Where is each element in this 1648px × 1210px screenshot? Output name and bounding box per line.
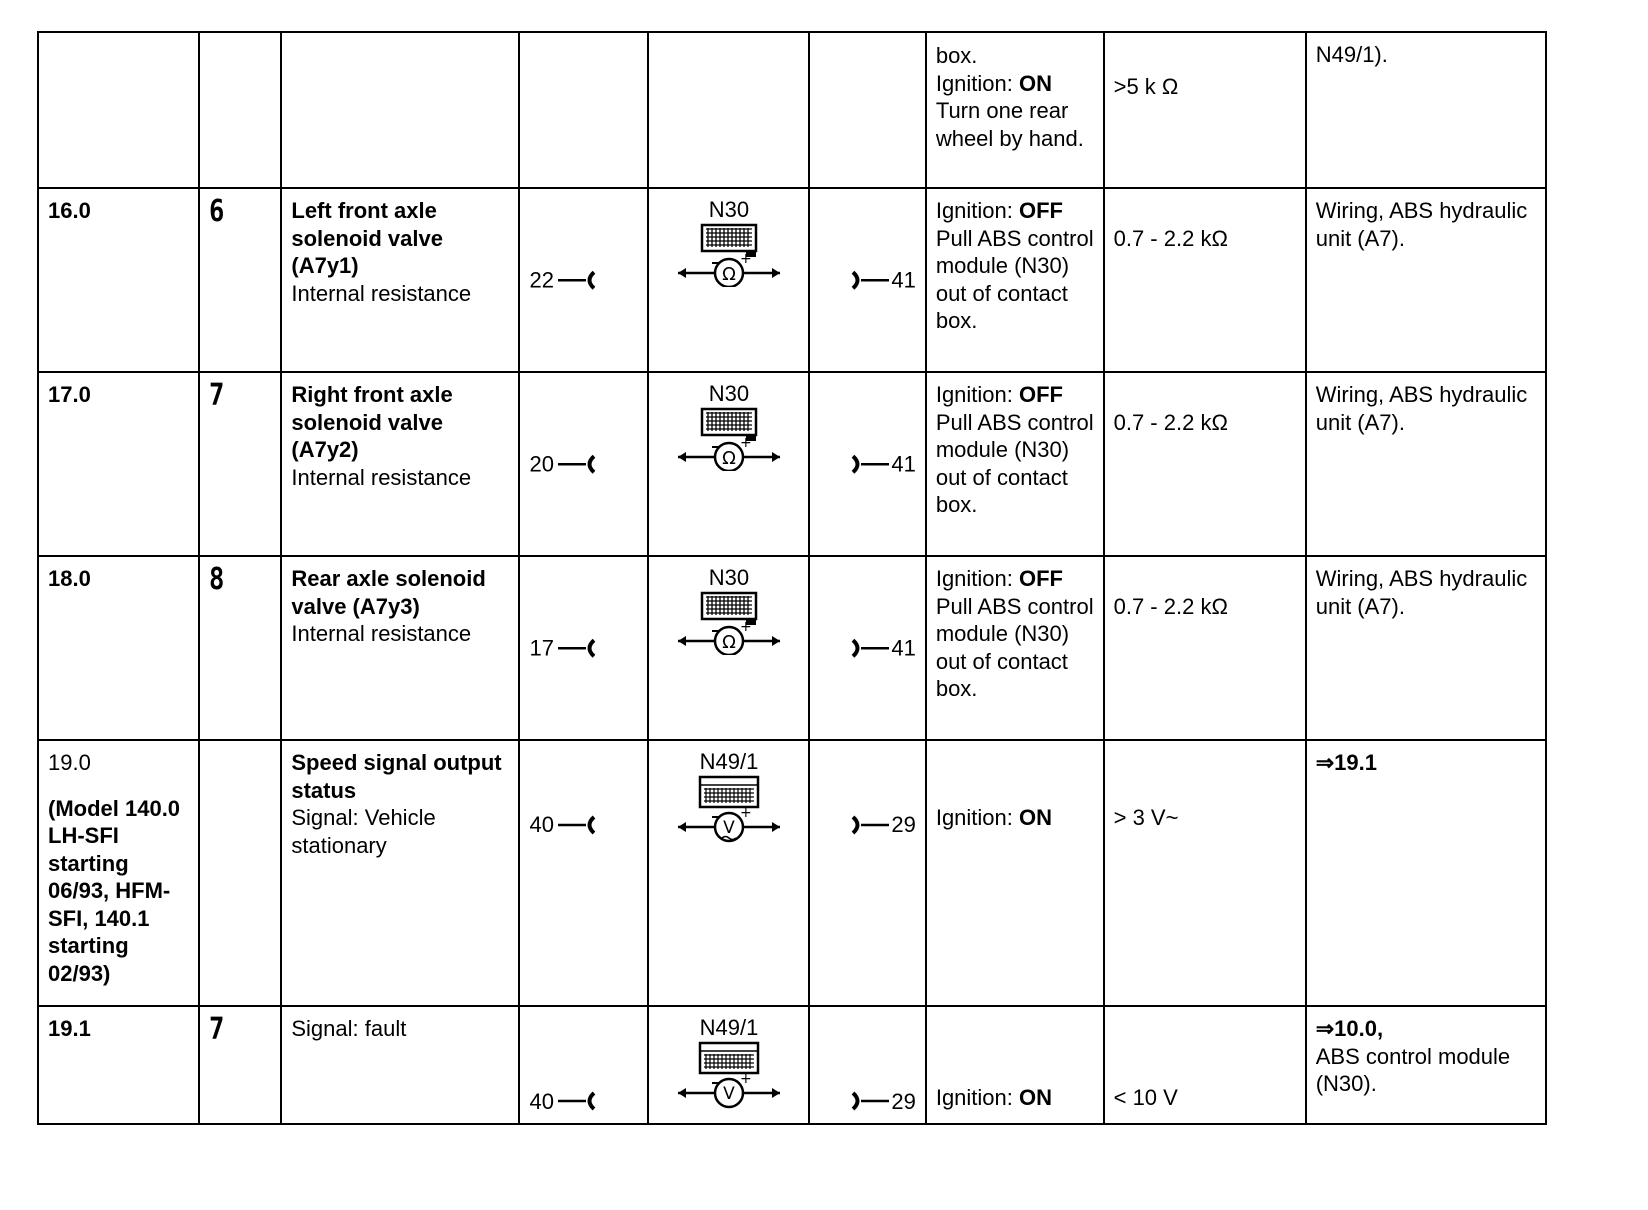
test-title: Speed signal output status	[291, 750, 502, 803]
pin-right-cell	[809, 1006, 925, 1124]
table-row	[38, 1006, 1546, 1124]
nominal-value: >5 k Ω	[1104, 32, 1306, 188]
pin-number: 40	[529, 1088, 554, 1114]
voltmeter-icon	[674, 775, 784, 845]
svg-text:V: V	[723, 818, 735, 838]
meter-cell	[648, 556, 810, 740]
nominal-value: 0.7 - 2.2 kΩ	[1104, 188, 1306, 372]
ohmmeter-icon	[674, 407, 784, 471]
meter-cell	[648, 188, 810, 372]
table-row	[38, 556, 1546, 740]
step-number: 19.1	[38, 1006, 199, 1124]
step-number: 19.0 (Model 140.0 LH-SFI starting 06/93, HFM-SFI, 140.1 starting 02/93)	[38, 740, 199, 1006]
pin-number: 41	[891, 635, 916, 661]
plug-right-icon	[849, 452, 891, 476]
blink-code: 6	[199, 188, 282, 372]
meter-cell	[648, 32, 810, 188]
nominal-value: > 3 V~	[1104, 740, 1306, 1006]
svg-text:V: V	[723, 1084, 735, 1104]
code-cell	[199, 32, 282, 188]
remedy-cell: ⇒10.0, ABS control module (N30).	[1306, 1006, 1546, 1124]
pin-number: 29	[891, 812, 916, 837]
plug-right-icon	[849, 268, 891, 292]
condition-cell: Ignition: OFF Pull ABS control module (N30) out of contact box.	[926, 372, 1104, 556]
test-desc: Internal resistance	[291, 464, 472, 490]
pin-left-cell	[519, 188, 647, 372]
pin-number: 17	[529, 635, 554, 661]
test-title: Right front axle solenoid valve (A7y2)	[291, 382, 453, 462]
condition-cell	[926, 32, 1104, 188]
test-cell	[281, 1006, 519, 1124]
remedy-cell: Wiring, ABS hydraulic unit (A7).	[1306, 556, 1546, 740]
pin-left-cell	[519, 556, 647, 740]
test-desc: Signal: fault	[291, 1016, 407, 1041]
meter-label: N49/1	[699, 1015, 759, 1040]
condition-cell: Ignition: ON	[926, 1006, 1104, 1124]
voltmeter-icon	[674, 1041, 784, 1111]
remedy-cell: Wiring, ABS hydraulic unit (A7).	[1306, 188, 1546, 372]
pin-left-cell	[519, 32, 647, 188]
blink-code	[199, 740, 282, 1006]
blink-code: 8	[199, 556, 282, 740]
table-row	[38, 32, 1546, 188]
svg-text:Ω: Ω	[722, 264, 736, 285]
pin-number: 20	[529, 451, 554, 477]
step-number: 16.0	[38, 188, 199, 372]
table-row	[38, 372, 1546, 556]
pin-number: 41	[891, 451, 916, 477]
condition-line: Turn one rear wheel by hand.	[935, 98, 1084, 151]
meter-label: N30	[708, 565, 750, 590]
meter-label: N30	[708, 197, 750, 222]
meter-label: N30	[708, 381, 750, 406]
svg-text:+: +	[739, 619, 752, 635]
socket-left-icon	[554, 268, 598, 292]
blink-code: 7	[199, 1006, 282, 1124]
ignition-state: ON	[1019, 70, 1052, 96]
svg-text:Ω: Ω	[722, 632, 736, 653]
ignition-label: Ignition:	[935, 70, 1019, 96]
plug-right-icon	[849, 813, 891, 837]
pin-right-cell	[809, 372, 925, 556]
step-number: 18.0	[38, 556, 199, 740]
test-title: Rear axle solenoid valve (A7y3)	[291, 566, 486, 619]
test-cell	[281, 372, 519, 556]
step-note: (Model 140.0 LH-SFI starting 06/93, HFM-SFI, 140.1 starting 02/93)	[48, 795, 181, 986]
ohmmeter-icon	[674, 223, 784, 287]
svg-text:+: +	[739, 251, 752, 267]
pin-right-cell	[809, 740, 925, 1006]
pin-right-cell	[809, 188, 925, 372]
test-desc: Signal: Vehicle stationary	[291, 805, 436, 858]
test-desc: Internal resistance	[291, 280, 472, 306]
remedy-cell: ⇒19.1	[1306, 740, 1546, 1006]
condition-line	[936, 70, 1095, 98]
condition-line: box.	[935, 43, 978, 68]
pin-number: 41	[891, 267, 916, 293]
blink-code: 7	[199, 372, 282, 556]
pin-left-cell	[519, 372, 647, 556]
test-desc: Internal resistance	[291, 621, 472, 646]
remedy-cell: Wiring, ABS hydraulic unit (A7).	[1306, 372, 1546, 556]
table-row	[38, 740, 1546, 1006]
condition-cell: Ignition: ON	[926, 740, 1104, 1006]
svg-text:+: +	[739, 1071, 752, 1087]
nominal-value: 0.7 - 2.2 kΩ	[1104, 556, 1306, 740]
meter-cell	[648, 740, 810, 1006]
test-title: Left front axle solenoid valve (A7y1)	[291, 198, 443, 278]
step-cell	[38, 32, 199, 188]
pin-number: 40	[529, 812, 554, 837]
pin-left-cell	[519, 1006, 647, 1124]
plug-right-icon	[849, 636, 891, 660]
socket-left-icon	[554, 1089, 598, 1113]
ohmmeter-icon	[674, 591, 784, 655]
meter-cell	[648, 372, 810, 556]
nominal-value: < 10 V	[1104, 1006, 1306, 1124]
condition-cell: Ignition: OFF Pull ABS control module (N30) out of contact box.	[926, 188, 1104, 372]
test-cell	[281, 556, 519, 740]
step-number: 17.0	[38, 372, 199, 556]
plug-right-icon	[849, 1089, 891, 1113]
nominal-value: 0.7 - 2.2 kΩ	[1104, 372, 1306, 556]
socket-left-icon	[554, 813, 598, 837]
meter-label: N49/1	[699, 749, 759, 774]
test-cell	[281, 188, 519, 372]
remedy-cell: N49/1).	[1306, 32, 1546, 188]
pin-left-cell	[519, 740, 647, 1006]
svg-text:+: +	[739, 435, 752, 451]
svg-text:+: +	[739, 805, 752, 821]
socket-left-icon	[554, 636, 598, 660]
condition-cell: Ignition: OFF Pull ABS control module (N30) out of contact box.	[926, 556, 1104, 740]
pin-number: 29	[891, 1088, 916, 1114]
test-cell	[281, 740, 519, 1006]
svg-text:Ω: Ω	[722, 448, 736, 469]
pin-number: 22	[529, 267, 554, 293]
table-row	[38, 188, 1546, 372]
meter-cell	[648, 1006, 810, 1124]
pin-right-cell	[809, 32, 925, 188]
diagnostic-table	[37, 31, 1547, 1125]
test-cell	[281, 32, 519, 188]
socket-left-icon	[554, 452, 598, 476]
pin-right-cell	[809, 556, 925, 740]
